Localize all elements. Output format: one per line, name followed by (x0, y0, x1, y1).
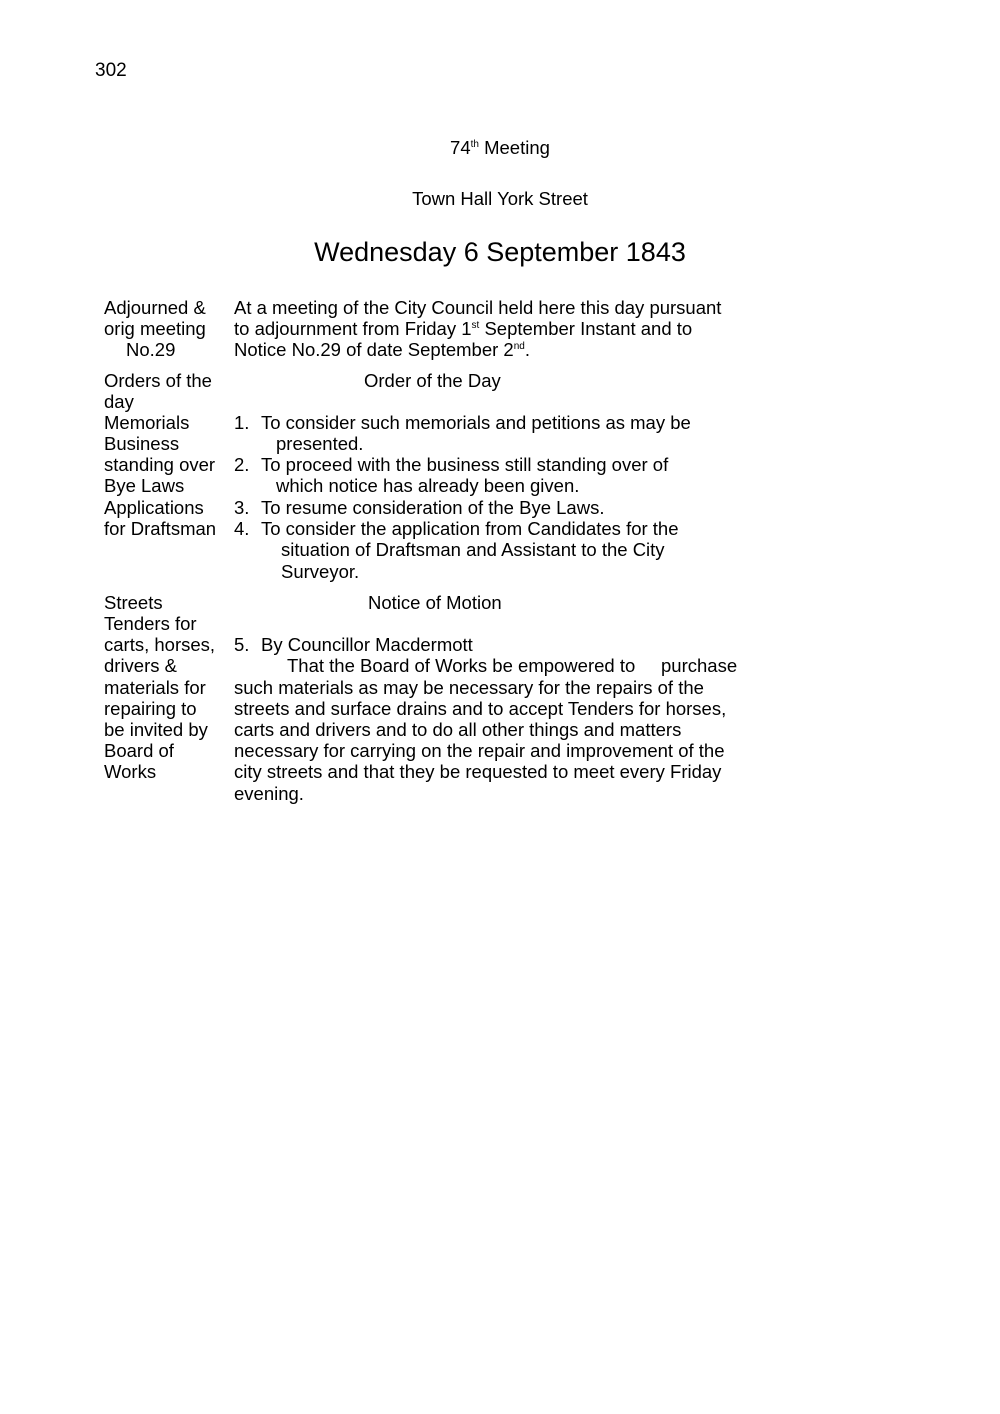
order-item-1-number: 1. (234, 412, 250, 433)
intro-line-1: At a meeting of the City Council held here this day pursuant (234, 297, 722, 318)
meeting-word: Meeting (478, 137, 550, 158)
meeting-number-suffix: th (470, 139, 479, 150)
margin-note-memorials: Memorials (104, 412, 190, 433)
margin-note-tenders-line2: carts, horses, (104, 634, 216, 655)
motion-line-6: city streets and that they be requested to meet every Friday (234, 761, 722, 782)
order-item-3-line1: To resume consideration of the Bye Laws. (261, 497, 605, 518)
margin-note-bye-laws: Bye Laws (104, 475, 185, 496)
intro-line-2-start: to adjournment from Friday 1 (234, 318, 472, 339)
intro-line-3 (234, 339, 530, 360)
page-number: 302 (95, 60, 127, 81)
margin-note-tenders-line6: be invited by (104, 719, 208, 740)
margin-note-business-line1: Business (104, 433, 180, 454)
margin-note-tenders-line8: Works (104, 761, 157, 782)
motion-line-7: evening. (234, 783, 304, 804)
motion-first-line-end: purchase (661, 655, 738, 676)
margin-note-tenders-line1: Tenders for (104, 613, 197, 634)
motion-line-3: streets and surface drains and to accept Tenders for horses, (234, 698, 727, 719)
intro-line-3-start: Notice No.29 of date September 2 (234, 339, 514, 360)
intro-line-3-end: . (524, 339, 530, 360)
order-item-4-line1: To consider the application from Candidates for the (261, 518, 679, 539)
order-item-1-line1: To consider such memorials and petitions as may be (261, 412, 691, 433)
margin-note-adjourned-line2: orig meeting (104, 318, 206, 339)
order-item-2-line1: To proceed with the business still standing over of (261, 454, 669, 475)
order-of-day-heading: Order of the Day (364, 370, 501, 391)
margin-note-tenders-line5: repairing to (104, 698, 197, 719)
order-item-2-line2: which notice has already been given. (276, 475, 580, 496)
venue: Town Hall York Street (412, 188, 588, 209)
motion-mover: By Councillor Macdermott (261, 634, 473, 655)
order-item-2-number: 2. (234, 454, 250, 475)
meeting-number-value: 74 (450, 137, 471, 158)
margin-note-adjourned-line1: Adjourned & (104, 297, 206, 318)
intro-line-2-sup: st (471, 320, 480, 331)
intro-line-2-end: September Instant and to (479, 318, 693, 339)
motion-line-5: necessary for carrying on the repair and improvement of the (234, 740, 725, 761)
order-item-3-number: 3. (234, 497, 250, 518)
motion-line-4: carts and drivers and to do all other things and matters (234, 719, 682, 740)
margin-note-adjourned-line3: No.29 (126, 339, 176, 360)
intro-line-2 (234, 318, 692, 339)
intro-line-3-sup: nd (513, 341, 525, 352)
margin-note-applications-line2: for Draftsman (104, 518, 217, 539)
motion-number: 5. (234, 634, 250, 655)
motion-first-line: That the Board of Works be empowered to (287, 655, 636, 676)
order-item-4-number: 4. (234, 518, 250, 539)
date-heading: Wednesday 6 September 1843 (314, 237, 686, 267)
margin-note-business-line2: standing over (104, 454, 216, 475)
meeting-number (0, 137, 1000, 159)
margin-note-tenders-line7: Board of (104, 740, 174, 761)
order-item-1-line2: presented. (276, 433, 364, 454)
order-item-4-line3: Surveyor. (281, 561, 360, 582)
motion-line-2: such materials as may be necessary for the repairs of the (234, 677, 704, 698)
margin-note-orders-line1: Orders of the (104, 370, 212, 391)
order-item-4-line2: situation of Draftsman and Assistant to the City (281, 539, 665, 560)
margin-note-orders-line2: day (104, 391, 134, 412)
margin-note-applications-line1: Applications (104, 497, 204, 518)
margin-note-tenders-line4: materials for (104, 677, 206, 698)
notice-of-motion-heading: Notice of Motion (368, 592, 502, 613)
margin-note-tenders-line3: drivers & (104, 655, 177, 676)
margin-note-streets: Streets (104, 592, 163, 613)
